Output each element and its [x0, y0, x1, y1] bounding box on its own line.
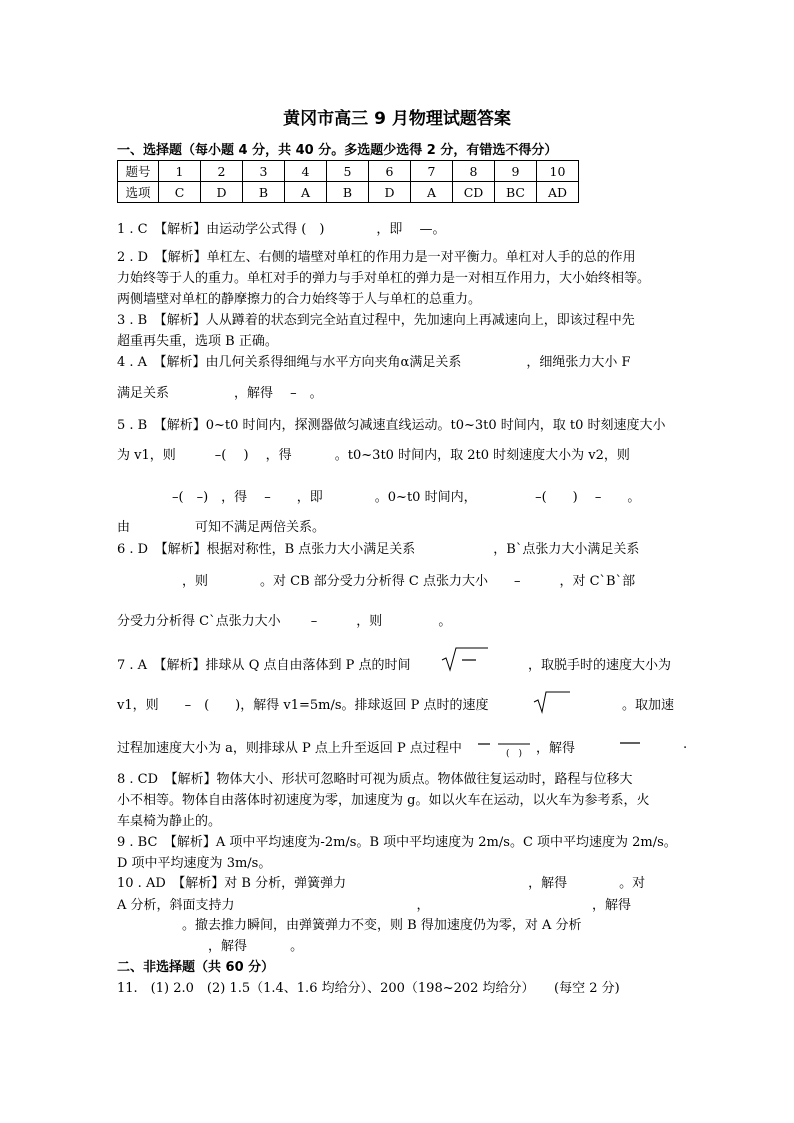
answer-4-line: 4 . A 【解析】由几何关系得细绳与水平方向夹角α满足关系 ，细绳张力大小 F — [117, 355, 631, 370]
svg-text:( ): ( ) — [506, 749, 523, 759]
answer-6-line: ，则 。对 CB 部分受力分析得 C 点张力大小 – ，对 C`B`部 — [117, 574, 636, 589]
answer-8-line: 小不相等。物体自由落体时初速度为零，加速度为 g。如以火车在运动，以火车为参考系，火 — [117, 793, 650, 808]
table-cell: B — [243, 182, 285, 203]
table-cell: 5 — [327, 161, 369, 182]
answer-table — [117, 160, 579, 203]
answer-5-line: –( –) ，得 – ，即 。0~t0 时间内， –( ) – 。 — [172, 490, 641, 505]
table-row-answers — [118, 182, 579, 203]
answer-5-line: 由 可知不满足两倍关系。 — [117, 520, 326, 535]
section-1-heading: 一、选择题（每小题 4 分，共 40 分。多选题少选得 2 分，有错选不得分） — [117, 143, 558, 158]
answer-10-line: A 分析，斜面支持力 ， ，解得 — [117, 898, 632, 913]
table-cell: 6 — [369, 161, 411, 182]
table-cell: CD — [453, 182, 495, 203]
answer-3-line: 超重再失重，选项 B 正确。 — [117, 334, 278, 349]
answer-10-line: 10 . AD 【解析】对 B 分析，弹簧弹力 ，解得 。对 — [117, 876, 646, 891]
table-cell: 2 — [201, 161, 243, 182]
table-cell: 9 — [495, 161, 537, 182]
answer-7-line: 。取加速 — [622, 698, 675, 713]
answer-3-line: 3 . B 【解析】人从蹲着的状态到完全站直过程中，先加速向上再减速向上，即该过程中先 — [117, 313, 635, 328]
table-cell: D — [369, 182, 411, 203]
answer-2-line: 力始终等于人的重力。单杠对手的弹力与手对单杠的弹力是一对相互作用力，大小始终相等。 — [117, 271, 651, 286]
table-cell: D — [201, 182, 243, 203]
table-cell: B — [327, 182, 369, 203]
answer-10-line: ，解得 。 — [117, 939, 304, 954]
answer-7-line: 7 . A 【解析】排球从 Q 点自由落体到 P 点的时间 — [117, 658, 411, 673]
table-cell: A — [411, 182, 453, 203]
answer-2-line: 两侧墙壁对单杠的静摩擦力的合力始终等于人与单杠的总重力。 — [117, 292, 482, 307]
sqrt-symbol — [440, 646, 490, 674]
sqrt-symbol — [532, 690, 572, 714]
table-row-numbers — [118, 161, 579, 182]
answer-7-line: 过程加速度大小为 a，则排球从 P 点上升至返回 P 点过程中 — [117, 741, 462, 756]
answer-11: 11. (1) 2.0 (2) 1.5（1.4、1.6 均给分）、200（198~202 均给分） (每空 2 分) — [117, 981, 620, 996]
answer-8-line: 8 . CD 【解析】物体大小、形状可忽略时可视为质点。物体做往复运动时，路程与位移大 — [117, 772, 633, 787]
answer-7-line: . — [683, 737, 688, 752]
table-cell: 8 — [453, 161, 495, 182]
section-2-heading: 二、非选择题（共 60 分） — [117, 960, 275, 975]
answer-2-line: 2 . D 【解析】单杠左、右侧的墙壁对单杠的作用力是一对平衡力。单杠对人手的总的作用 — [117, 250, 636, 265]
table-cell: 10 — [537, 161, 579, 182]
answer-6-line: 6 . D 【解析】根据对称性，B 点张力大小满足关系 ，B`点张力大小满足关系 — [117, 542, 640, 557]
table-cell: 1 — [159, 161, 201, 182]
answer-9-line: 9 . BC 【解析】A 项中平均速度为-2m/s。B 项中平均速度为 2m/s。C 项中平均速度为 2m/s。 — [117, 835, 677, 850]
answer-8-line: 车桌椅为静止的。 — [117, 814, 222, 829]
fraction-bar — [476, 738, 532, 760]
answer-1: 1 . C 【解析】由运动学公式得 ( ) ，即 —。 — [117, 222, 446, 237]
page-title: 黄冈市高三 9 月物理试题答案 — [283, 109, 511, 129]
answer-7-line: v1，则 – ( )，解得 v1=5m/s。排球返回 P 点时的速度 — [117, 698, 489, 713]
table-cell: A — [285, 182, 327, 203]
table-cell: AD — [537, 182, 579, 203]
row-label: 题号 — [118, 161, 159, 182]
table-cell: BC — [495, 182, 537, 203]
answer-7-line: ，解得 — [536, 741, 576, 756]
table-cell: 4 — [285, 161, 327, 182]
table-cell: 7 — [411, 161, 453, 182]
answer-10-line: 。撤去推力瞬间，由弹簧弹力不变，则 B 得加速度仍为零，对 A 分析 — [117, 918, 582, 933]
answer-5-line: 5 . B 【解析】0~t0 时间内，探测器做匀减速直线运动。t0~3t0 时间内，取 t0 时刻速度大小 — [117, 418, 666, 433]
answer-4-line: 满足关系 ，解得 – 。 — [117, 386, 323, 401]
answer-7-line: ，取脱手时的速度大小为 — [528, 658, 672, 673]
answer-6-line: 分受力分析得 C`点张力大小 – ，则 。 — [117, 614, 452, 629]
row-label: 选项 — [118, 182, 159, 203]
answer-9-line: D 项中平均速度为 3m/s。 — [117, 856, 272, 871]
answer-5-line: 为 v1，则 –( ) ，得 。t0~3t0 时间内，取 2t0 时刻速度大小为 v2，则 — [117, 448, 630, 463]
table-cell: C — [159, 182, 201, 203]
table-cell: 3 — [243, 161, 285, 182]
fraction-bar — [618, 738, 642, 748]
